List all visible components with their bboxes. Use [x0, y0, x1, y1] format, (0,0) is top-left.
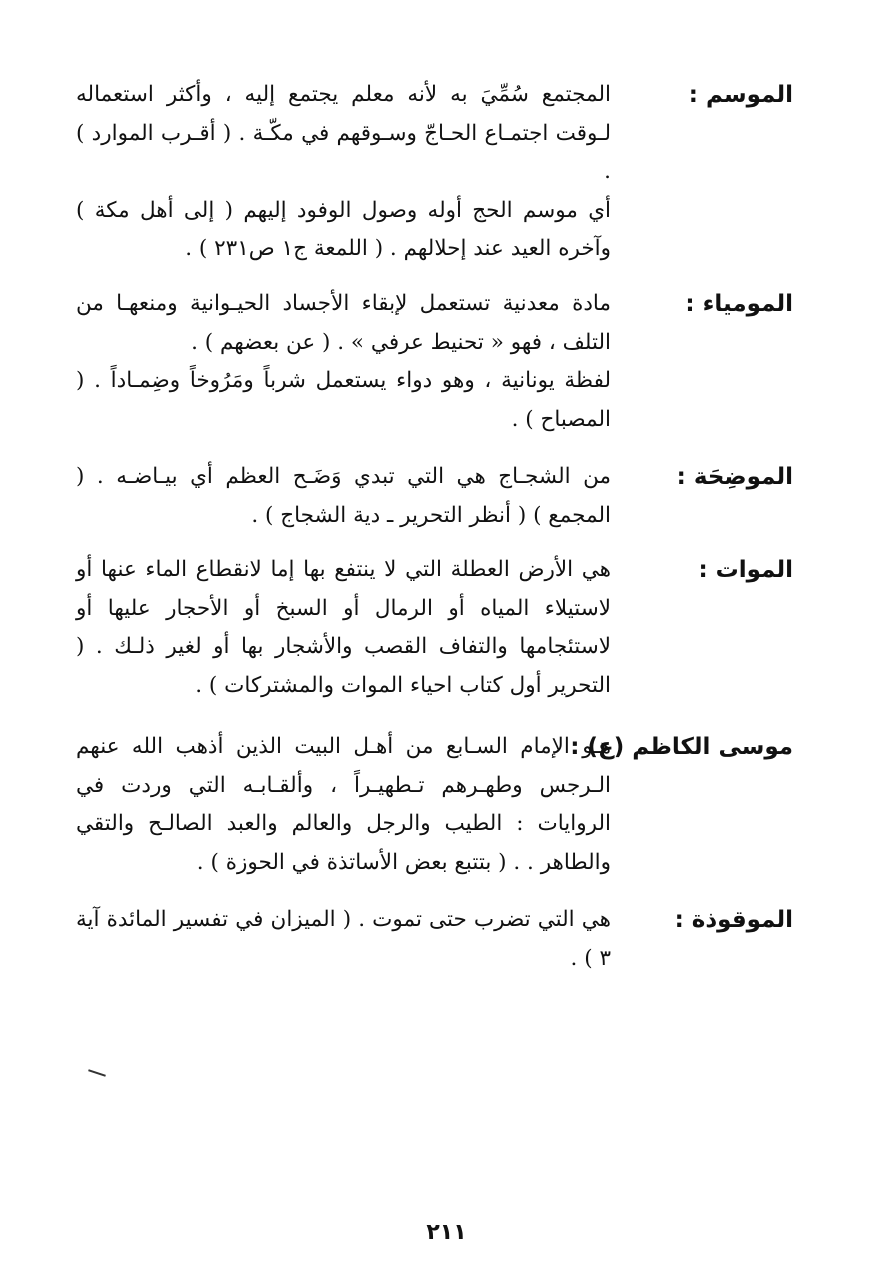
definition-paragraph: هي الأرض العطلة التي لا ينتفع بها إما لانقطاع الماء عنها أو لاستيلاء المياه أو الرمال أو السبخ أو الأحجار عليها أو لاستئجامها والتفاف القصب والأشجار بها أو لغير ذلـك . ( التحرير أول كتاب احياء الموات والمشتركات ) .	[76, 557, 611, 698]
definition-paragraph: من الشجـاج هي التي تبدي وَضَـح العظم أي بيـاضـه . ( المجمع ) ( أنظر التحرير ـ دية الشجاج ) .	[76, 464, 611, 528]
entry-term: الموقوذة :	[674, 907, 793, 933]
entry-definition	[76, 285, 611, 439]
definition-paragraph: لفظة يونانية ، وهو دواء يستعمل شرباً ومَرُوخاً وضِمـاداً . ( المصباح ) .	[76, 368, 611, 432]
entry-term: الموسم :	[688, 82, 793, 108]
entry-definition	[76, 728, 611, 882]
page-number: ٢١١	[426, 1220, 467, 1245]
definition-paragraph: هـو الإمام السـابع من أهـل البيت الذين أذهب الله عنهم الـرجس وطهـرهم تـطهيـراً ، وألقـابـه التي وردت في الروايات : الطيب والرجل والعالم والعبد الصالـح والتقي والطاهر . . ( بتتبع بعض الأساتذة في الحوزة ) .	[76, 734, 611, 875]
entry-term: الموات :	[698, 557, 793, 583]
entry-definition	[76, 901, 611, 978]
separator-mark	[88, 1069, 106, 1076]
definition-paragraph: أي موسم الحج أوله وصول الوفود إليهم ( إلى أهل مكة ) وآخره العيد عند إحلالهم . ( اللمعة ج١ ص٢٣١ ) .	[76, 197, 611, 261]
entry-definition	[76, 458, 611, 535]
entry-definition	[76, 551, 611, 705]
definition-paragraph: هي التي تضرب حتى تموت . ( الميزان في تفسير المائدة آية ٣ ) .	[76, 907, 611, 971]
entry-term: المومياء :	[685, 291, 793, 317]
definition-paragraph: مادة معدنية تستعمل لإبقاء الأجساد الحيـوانية ومنعهـا من التلف ، فهو « تحنيط عرفي » . ( عن بعضهم ) .	[76, 291, 611, 355]
entry-term: موسى الكاظم (ع) :	[570, 734, 793, 760]
definition-paragraph: المجتمع سُمِّيَ به لأنه معلم يجتمع إليه ، وأكثر استعماله لـوقت اجتمـاع الحـاجّ وسـوقهم في مكّـة . ( أقـرب الموارد ) .	[76, 82, 611, 184]
entry-definition	[76, 76, 611, 269]
entry-term: الموضِحَة :	[676, 464, 793, 490]
